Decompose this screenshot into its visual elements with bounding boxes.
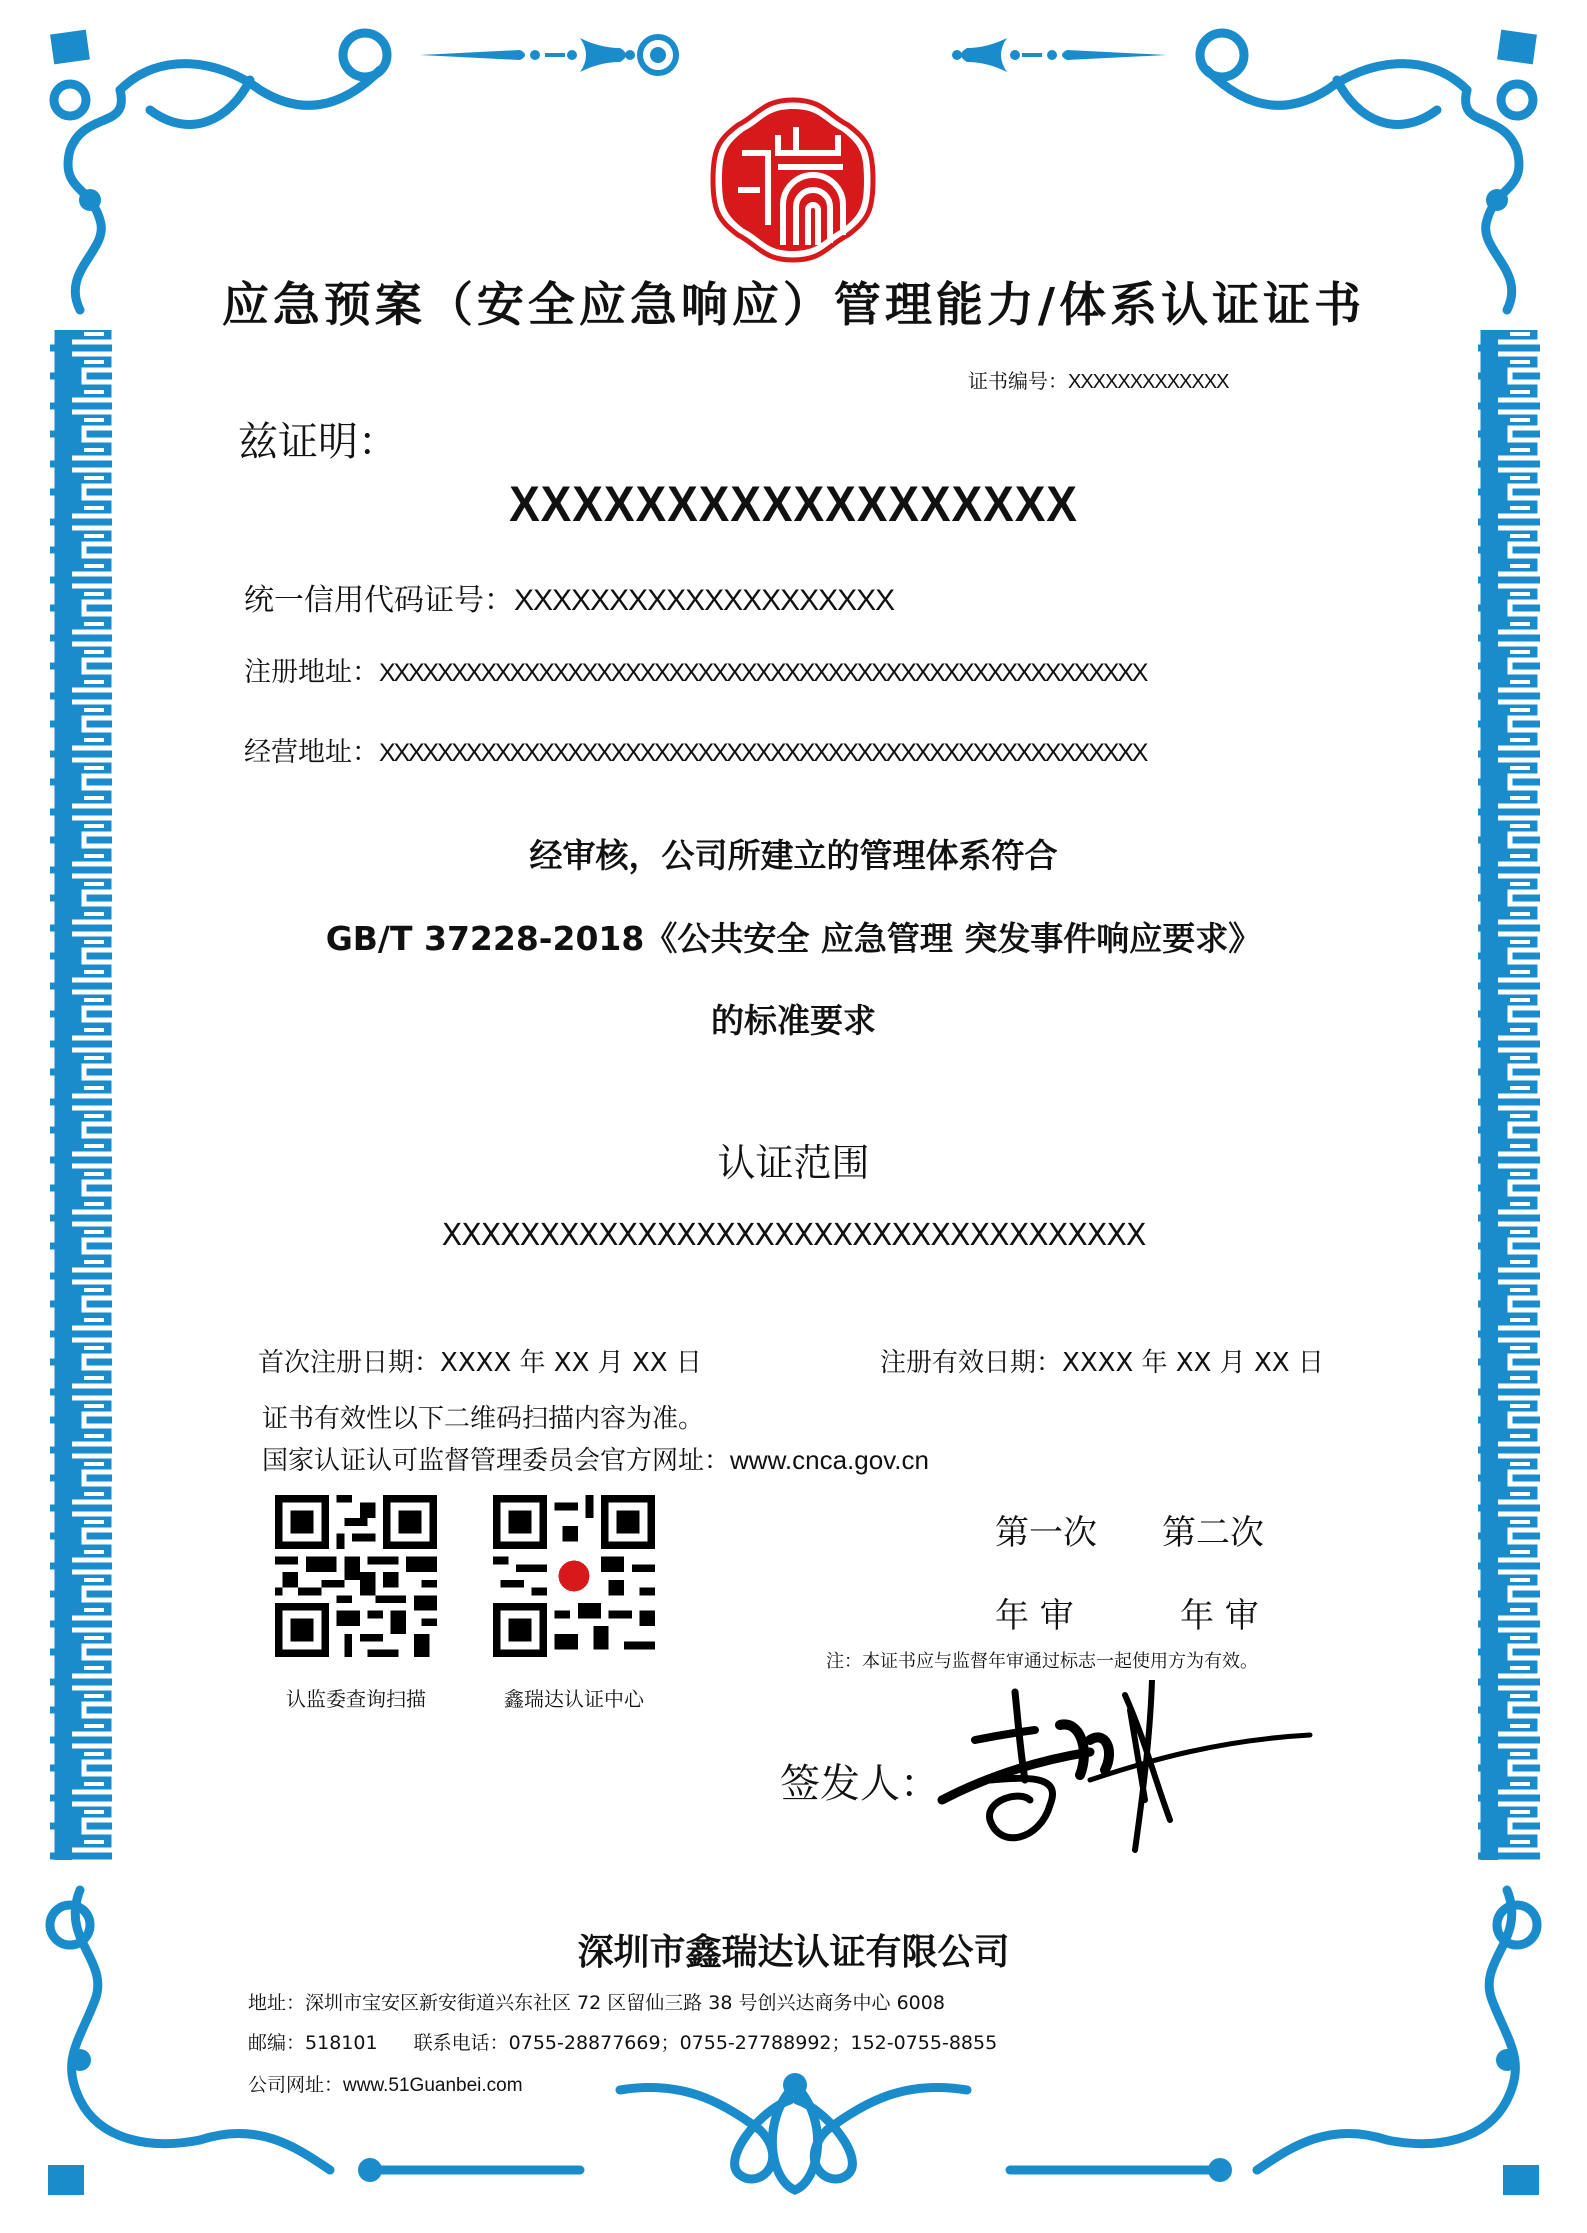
- issuer-contact: [248, 2028, 997, 2055]
- annual-audit-2-ordinal: 第二次: [1162, 1513, 1264, 1553]
- website-label: 公司网址：: [248, 2074, 344, 2096]
- validity-note: 证书有效性以下二维码扫描内容为准。: [262, 1404, 705, 1434]
- business-address-field: [244, 730, 1146, 769]
- statement-line-1: 经审核，公司所建立的管理体系符合: [529, 836, 1058, 875]
- qr-code-xinruida[interactable]: [493, 1495, 655, 1657]
- certificate-number-value: XXXXXXXXXXXXX: [1068, 371, 1229, 393]
- certificate-number-label: 证书编号：: [968, 369, 1068, 393]
- postcode-label: 邮编：: [248, 2032, 306, 2054]
- scope-value: XXXXXXXXXXXXXXXXXXXXXXXXXXXXXXXXXXXX: [441, 1218, 1146, 1253]
- annual-audit-1-ordinal: 第一次: [995, 1513, 1097, 1553]
- audit-usage-note: 注：本证书应与监督年审通过标志一起使用方为有效。: [826, 1651, 1258, 1672]
- phone-label: 联系电话：: [413, 2032, 509, 2054]
- annual-audit-2-stamp-area: 年 审: [1180, 1596, 1259, 1636]
- field-label: 注册地址：: [244, 657, 379, 688]
- cnca-url-link[interactable]: www.cnca.gov.cn: [730, 1445, 929, 1475]
- address-label: 地址：: [248, 1992, 306, 2014]
- scope-heading: 认证范围: [717, 1141, 870, 1185]
- first-registration-date: [258, 1342, 702, 1379]
- field-value: XXXXXXXXXXXXXXXXXXXXXXXXXXXXXXXXXXXXXXXXXXXXXXXXXXXXX: [379, 659, 1147, 687]
- statement-line-2-standard: GB/T 37228-2018《公共安全 应急管理 突发事件响应要求》: [325, 919, 1262, 958]
- signer-label: 签发人：: [780, 1761, 940, 1807]
- date-label: 注册有效日期：: [880, 1348, 1063, 1378]
- field-label: 经营地址：: [244, 737, 379, 768]
- valid-until-date: [880, 1342, 1324, 1379]
- qr-label-xinruida: 鑫瑞达认证中心: [504, 1687, 644, 1711]
- cnca-label: 国家认证认可监督管理委员会官方网址：: [262, 1446, 731, 1476]
- company-seal-logo: [708, 95, 878, 265]
- phone-value: 0755-28877669；0755-27788992；152-0755-8855: [508, 2032, 998, 2054]
- certificate-number: [968, 365, 1228, 394]
- field-value: XXXXXXXXXXXXXXXXXXXXXXXXXXXXXXXXXXXXXXXXXXXXXXXXXXXXX: [379, 739, 1147, 767]
- issuer-website: [248, 2070, 523, 2097]
- date-value: XXXX 年 XX 月 XX 日: [440, 1348, 702, 1378]
- date-value: XXXX 年 XX 月 XX 日: [1062, 1348, 1324, 1378]
- qr-label-cnca: 认监委查询扫描: [286, 1687, 426, 1711]
- issuer-address: [248, 1988, 945, 2015]
- hereby-certify-label: 兹证明：: [238, 419, 398, 465]
- credit-code-field: [244, 575, 894, 619]
- signature-image: [930, 1680, 1320, 1860]
- postcode-value: 518101: [305, 2032, 378, 2054]
- certified-company-name: XXXXXXXXXXXXXXXXXX: [509, 476, 1078, 532]
- field-label: 统一信用代码证号：: [244, 583, 514, 618]
- date-label: 首次注册日期：: [258, 1348, 441, 1378]
- address-value: 深圳市宝安区新安街道兴东社区 72 区留仙三路 38 号创兴达商务中心 6008: [305, 1992, 945, 2014]
- field-value: XXXXXXXXXXXXXXXXXXXX: [514, 584, 895, 617]
- website-link[interactable]: www.51Guanbei.com: [343, 2075, 523, 2096]
- certificate-title: 应急预案（安全应急响应）管理能力/体系认证证书: [221, 278, 1366, 333]
- issuer-company-name: 深圳市鑫瑞达认证有限公司: [577, 1932, 1010, 1973]
- annual-audit-1-stamp-area: 年 审: [995, 1596, 1074, 1636]
- qr-code-cnca[interactable]: [275, 1495, 437, 1657]
- statement-line-3: 的标准要求: [711, 1001, 876, 1040]
- cnca-website-line: [262, 1440, 929, 1477]
- registered-address-field: [244, 650, 1146, 689]
